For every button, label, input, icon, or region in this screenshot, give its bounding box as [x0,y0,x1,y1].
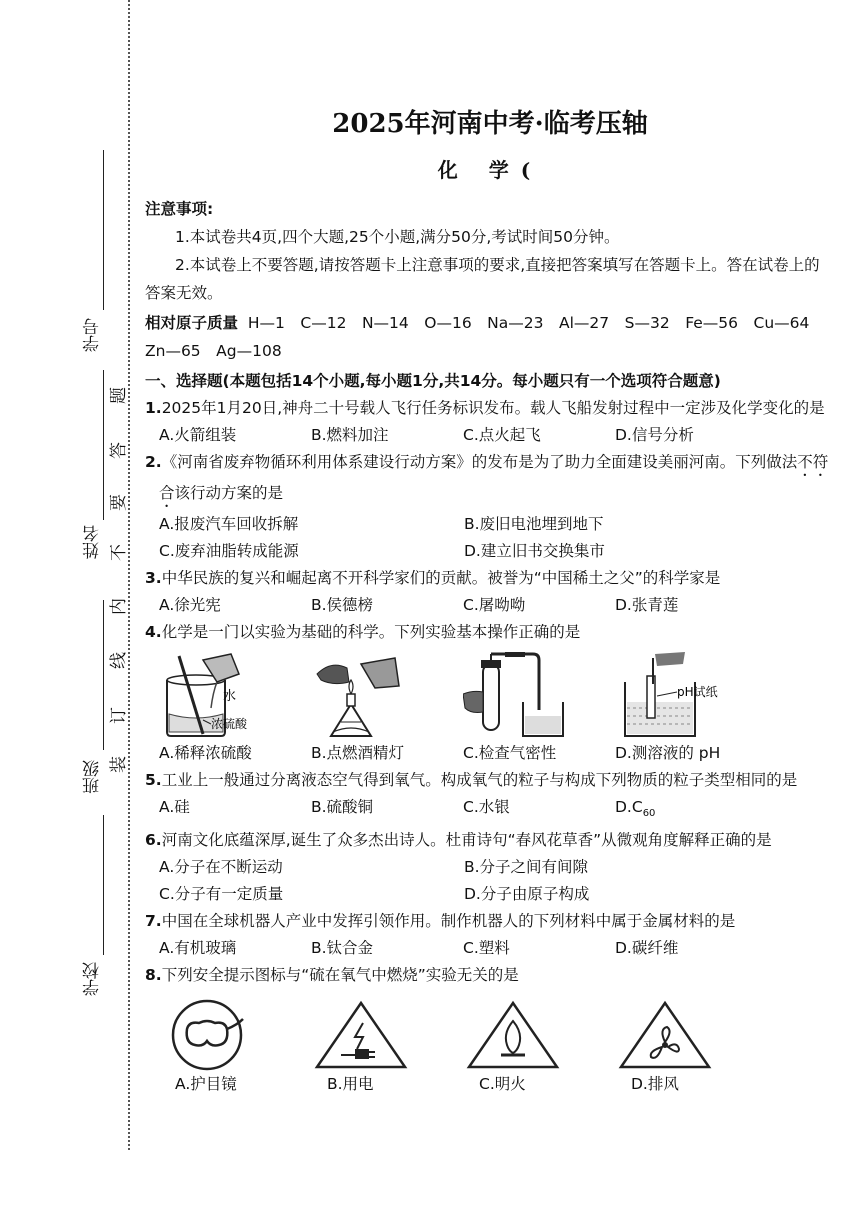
warning-char: 要 [109,494,129,511]
question-5: 5.工业上一般通过分离液态空气得到氧气。构成氧气的粒子与构成下列物质的粒子类型相同的是 [145,771,798,789]
notice-item: 1.本试卷共4页,四个大题,25个小题,满分50分,考试时间50分钟。 [175,228,620,246]
school-line [103,815,104,955]
atomic-mass-line1: H—1 C—12 N—14 O—16 Na—23 Al—27 S—32 Fe—56 Cu—64 [247,314,810,332]
option: B.点燃酒精灯 [311,744,405,762]
binding-margin [0,0,140,1217]
option: A.分子在不断运动 [159,858,283,877]
option: C.分子有一定质量 [159,885,284,904]
options-2 [145,511,835,538]
warning-char: 不 [109,544,129,561]
option: C.检查气密性 [463,744,557,762]
q8-icons [145,999,835,1071]
page-title: 2025年河南中考·临考压轴 [332,109,648,139]
student-no-label: 学号 [83,318,103,352]
warning-char: 题 [109,387,129,404]
school-label: 学校 [83,962,103,996]
option: A.有机玻璃 [159,939,237,958]
option: D.碳纤维 [615,939,679,958]
option: D.信号分析 [615,426,694,444]
option: C.屠呦呦 [463,596,526,614]
notice-heading: 注意事项: [145,200,214,218]
notice-item: 2.本试卷上不要答题,请按答题卡上注意事项的要求,直接把答案填写在答题卡上。答在试卷上的答案无效。 [145,256,820,302]
exam-page [145,95,835,1098]
subject-title: 化 学( [437,158,543,182]
figure-dilute-acid [159,652,311,740]
water-label: 水 [223,689,237,704]
option: A.稀释浓硫酸 [159,744,252,762]
option: D.张青莲 [615,596,679,614]
option: A.护目镜 [175,1075,237,1094]
option: B.钛合金 [311,939,374,958]
option: C.废弃油脂转成能源 [159,542,299,560]
option: C.明火 [479,1075,526,1094]
question-1: 1.2025年1月20日,神舟二十号载人飞行任务标识发布。载人飞船发射过程中一定涉及化学变化的是 [145,399,825,417]
options-6b [145,881,835,908]
ph-paper-label: pH试纸 [677,685,718,699]
option: B.用电 [327,1075,374,1094]
option: B.废旧电池埋到地下 [464,515,604,533]
option: B.硫酸铜 [311,798,374,816]
option: C.水银 [463,798,510,816]
option: C.点火起飞 [463,426,541,444]
option: A.硅 [159,798,190,816]
class-line [103,600,104,750]
beaker-illustration [159,652,299,740]
figure-ph-test [615,652,767,740]
option: B.燃料加注 [311,426,389,444]
option: D.建立旧书交换集市 [464,542,605,560]
goggles-icon [159,999,311,1071]
option: A.徐光宪 [159,596,221,614]
atomic-mass-label: 相对原子质量 [145,314,239,332]
option: D.分子由原子构成 [464,885,590,904]
options-1 [145,422,835,449]
question-3: 3.中华民族的复兴和崛起离不开科学家们的贡献。被誉为“中国稀土之父”的科学家是 [145,569,721,587]
acid-label: 浓硫酸 [211,717,248,731]
question-8: 8.下列安全提示图标与“硫在氧气中燃烧”实验无关的是 [145,966,519,985]
warning-char: 订 [109,707,129,724]
cut-line [128,0,130,1150]
options-3 [145,592,835,619]
section-heading: 一、选择题(本题包括14个小题,每小题1分,共14分。每小题只有一个选项符合题意) [145,372,721,390]
student-no-line [103,150,104,310]
option: D.排风 [631,1075,679,1094]
warning-char: 线 [109,652,129,669]
figure-alcohol-lamp [311,652,463,740]
option: $D.C_{60}$ [615,798,656,820]
option: B.分子之间有间隙 [464,858,589,877]
warning-char: 答 [109,442,129,459]
q4-captions [145,740,835,767]
open-flame-icon [463,999,615,1071]
electricity-icon [311,999,463,1071]
q8-captions [145,1071,835,1098]
options-6 [145,854,835,881]
option: A.报废汽车回收拆解 [159,515,299,533]
figure-airtightness [463,652,615,740]
atomic-mass [145,309,835,337]
question-7: 7.中国在全球机器人产业中发挥引领作用。制作机器人的下列材料中属于金属材料的是 [145,912,736,931]
alcohol-lamp-illustration [311,652,451,740]
options-2b [145,538,835,565]
options-5 [145,794,835,827]
option: D.测溶液的 pH [615,744,721,762]
warning-char: 装 [109,756,129,773]
warning-char: 内 [109,598,129,615]
option: C.塑料 [463,939,510,958]
name-label: 姓名 [83,525,103,559]
options-7 [145,935,835,962]
ventilation-icon [615,999,767,1071]
airtightness-illustration [463,652,603,740]
question-6: 6.河南文化底蕴深厚,诞生了众多杰出诗人。杜甫诗句“春风花草香”从微观角度解释正确的是 [145,831,772,850]
q4-figures [145,652,835,740]
atomic-mass-line2: Zn—65 Ag—108 [145,342,282,360]
question-4: 4.化学是一门以实验为基础的科学。下列实验基本操作正确的是 [145,623,581,641]
question-2: 2.《河南省废弃物循环利用体系建设行动方案》的发布是为了助力全面建设美丽河南。下列做法不符合该行动方案的是 [145,453,829,502]
option: A.火箭组装 [159,426,237,444]
ph-test-illustration [615,652,775,740]
class-label: 班级 [83,760,103,794]
option: B.侯德榜 [311,596,374,614]
